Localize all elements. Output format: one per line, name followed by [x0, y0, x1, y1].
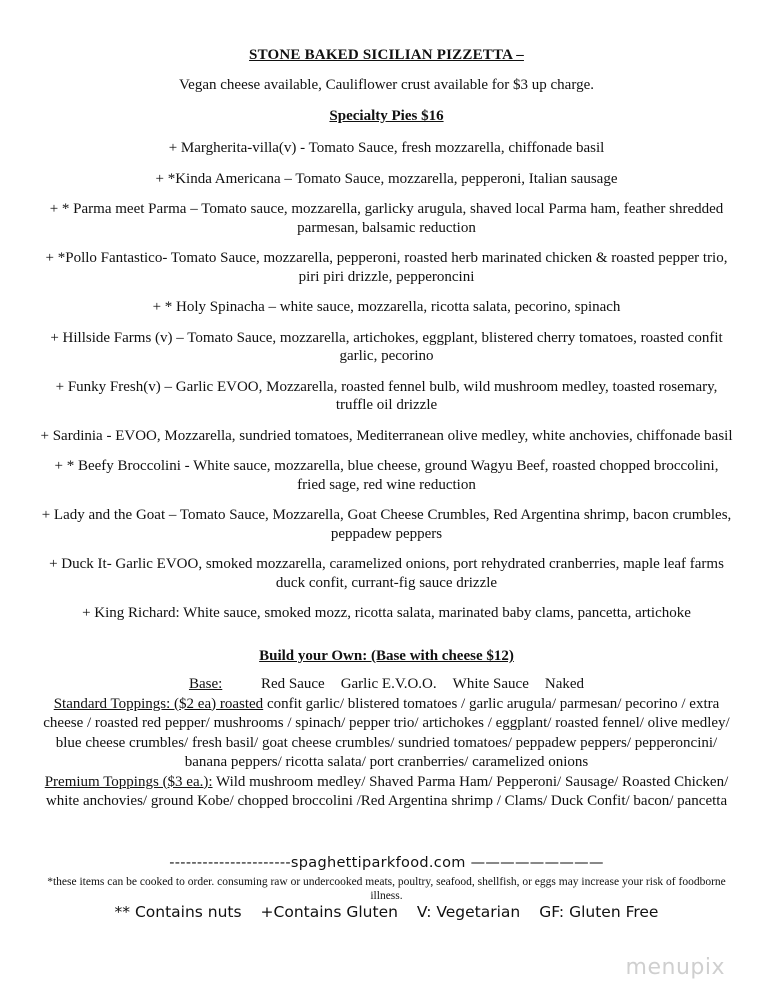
base-options [40, 675, 733, 695]
menupix-watermark: menupix [625, 955, 725, 980]
base-label: Base: [188, 676, 223, 692]
menu-item-margherita: + Margherita-villa(v) - Tomato Sauce, fresh mozzarella, chiffonade basil [168, 140, 605, 156]
standard-toppings [40, 695, 733, 773]
legend-gluten: +Contains Gluten [260, 903, 398, 921]
menu-item-hillside-farms: + Hillside Farms (v) – Tomato Sauce, mozzarella, artichokes, eggplant, blistered cherry tomatoes, roasted confit garlic, pecorino [50, 329, 723, 364]
menu-title: STONE BAKED SICILIAN PIZZETTA – [249, 47, 524, 63]
specialty-heading: Specialty Pies $16 [329, 108, 444, 124]
dietary-legend [0, 903, 773, 921]
legend-gluten-free: GF: Gluten Free [539, 903, 659, 921]
menu-item-lady-and-the-goat: + Lady and the Goat – Tomato Sauce, Mozzarella, Goat Cheese Crumbles, Red Argentina shrimp, bacon crumbles, peppadew peppers [41, 507, 732, 542]
premium-toppings-label: Premium Toppings ($3 ea.): [44, 773, 213, 790]
base-option: Garlic E.V.O.O. [340, 676, 437, 692]
website-divider: ----------------------spaghettiparkfood.com ————————— [169, 855, 604, 871]
menu-subtitle: Vegan cheese available, Cauliflower crust available for $3 up charge. [179, 77, 594, 93]
menu-item-duck-it: + Duck It- Garlic EVOO, smoked mozzarella, caramelized onions, port rehydrated cranberries, maple leaf farms duck confit, currant-fig sauce drizzle [49, 556, 724, 591]
menu-item-holy-spinacha: + * Holy Spinacha – white sauce, mozzarella, ricotta salata, pecorino, spinach [152, 299, 621, 315]
menu-item-king-richard: + King Richard: White sauce, smoked mozz, ricotta salata, marinated baby clams, pancetta, artichoke [82, 605, 691, 621]
base-option: Naked [544, 676, 585, 692]
menu-item-sardinia: + Sardinia - EVOO, Mozzarella, sundried tomatoes, Mediterranean olive medley, white anchovies, chiffonade basil [40, 427, 733, 444]
food-safety-warning: *these items can be cooked to order. consuming raw or undercooked meats, poultry, seafood, shellfish, or eggs may increase your risk of foodborne illness. [47, 876, 726, 902]
premium-toppings [40, 773, 733, 812]
specialty-list [40, 139, 733, 623]
menu-item-beefy-broccolini: + * Beefy Broccolini - White sauce, mozzarella, blue cheese, ground Wagyu Beef, roasted chopped broccolini, fried sage, red wine reduction [54, 458, 719, 493]
base-option: White Sauce [452, 676, 529, 692]
premium-toppings-text: Wild mushroom medley/ Shaved Parma Ham/ Pepperoni/ Sausage/ Roasted Chicken/ white anchovies/ ground Kobe/ chopped broccolini /Red Argentina shrimp / Clams/ Duck Confit/ bacon/ pancetta [45, 773, 729, 809]
menu-item-kinda-americana: + *Kinda Americana – Tomato Sauce, mozzarella, pepperoni, Italian sausage [155, 170, 618, 187]
standard-toppings-label: Standard Toppings: ($2 ea) roasted [53, 695, 264, 712]
legend-vegetarian: V: Vegetarian [416, 903, 521, 921]
base-option: Red Sauce [260, 676, 325, 692]
build-your-own-section [40, 675, 733, 812]
build-your-own-heading: Build your Own: (Base with cheese $12) [259, 648, 514, 664]
menu-item-pollo-fantastico: + *Pollo Fantastico- Tomato Sauce, mozzarella, pepperoni, roasted herb marinated chicken & roasted pepper trio, piri piri drizzle, pepperoncini [45, 250, 728, 285]
menu-item-funky-fresh: + Funky Fresh(v) – Garlic EVOO, Mozzarella, roasted fennel bulb, wild mushroom medley, toasted rosemary, truffle oil drizzle [55, 378, 718, 413]
menu-item-parma-meet-parma: + * Parma meet Parma – Tomato sauce, mozzarella, garlicky arugula, shaved local Parma ham, feather shredded parmesan, balsamic reduction [49, 201, 724, 236]
legend-nuts: ** Contains nuts [114, 903, 242, 921]
standard-toppings-text: confit garlic/ blistered tomatoes / garlic arugula/ parmesan/ pecorino / extra cheese / roasted red pepper/ mushrooms / spinach/ pepper trio/ artichokes / eggplant/ roasted fennel/ olive medley/ blue cheese crumbles/ fresh basil/ goat cheese crumbles/ sundried tomatoes/ peppadew peppers/ pepperoncini/ banana peppers/ ricotta salata/ port cranberries/ caramelized onions [43, 695, 730, 770]
